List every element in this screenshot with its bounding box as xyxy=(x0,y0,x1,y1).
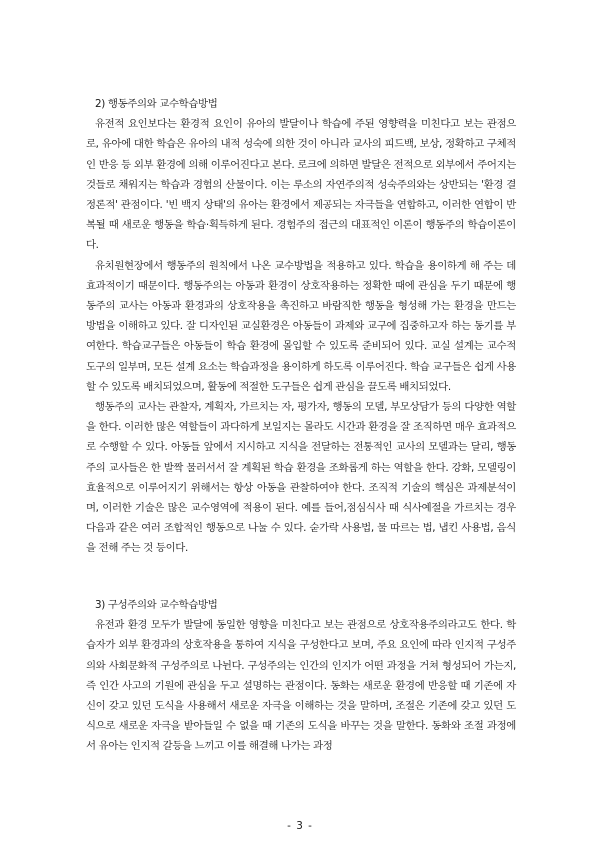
paragraph: 유전적 요인보다는 환경적 요인이 유아의 발달이나 학습에 주된 영향력을 미친다고 보는 관점으로, 유아에 대한 학습은 유아의 내적 성숙에 의한 것이 아니라 교사의 피드백, 보상, 정확하고 구체적인 반응 등 외부 환경에 의해 이루어진다고 본다. 로크에 의하면 발달은 전적으로 외부에서 주어지는 것들로 채워지는 학습과 경험의 산물이다. 이는 루소의 자연주의적 성숙주의와는 상반되는 '환경 결정론적' 관점이다. '빈 백지 상태'의 유아는 환경에서 제공되는 자극들을 연합하고, 이러한 연합이 반복될 때 새로운 행동을 학습·획득하게 된다. 경험주의 접근의 대표적인 이론이 행동주의 학습이론이다. xyxy=(86,118,516,252)
page-number: - 3 - xyxy=(287,820,313,832)
paragraph: 유치원현장에서 행동주의 원칙에서 나온 교수방법을 적용하고 있다. 학습을 용이하게 해 주는 데 효과적이기 때문이다. 행동주의는 아동과 환경이 상호작용하는 정확한 때에 관심을 두기 때문에 행동주의 교사는 아동과 환경과의 상호작용을 촉진하고 바람직한 행동을 형성해 가는 환경을 만드는 방법을 이해하고 있다. 잘 디자인된 교실환경은 아동들이 과제와 교구에 집중하고자 하는 동기를 부여한다. 학습교구들은 아동들이 학습 환경에 몰입할 수 있도록 준비되어 있다. 교실 설계는 교수적 도구의 일부며, 모든 설계 요소는 학습과정을 용이하게 하도록 이루어진다. 학습 교구들은 쉽게 사용할 수 있도록 배치되었으며, 활동에 적절한 도구들은 쉽게 관심을 끌도록 배치되었다. xyxy=(86,259,516,393)
paragraph: 행동주의 교사는 관찰자, 계획자, 가르치는 자, 평가자, 행동의 모델, 부모상담가 등의 다양한 역할을 한다. 이러한 많은 역할들이 과다하게 보일지는 몰라도 시간과 환경을 잘 조직하면 매우 효과적으로 수행할 수 있다. 아동들 앞에서 지시하고 지식을 전달하는 전통적인 교사의 모델과는 달리, 행동주의 교사들은 한 발짝 물러서서 잘 계획된 학습 환경을 조화롭게 하는 역할을 한다. 강화, 모델링이 효율적으로 이루어지기 위해서는 항상 아동을 관찰하여야 한다. 조직적 기술의 핵심은 과제분석이며, 이러한 기술은 많은 교수영역에 적용이 된다. 예를 들어,점심식사 때 식사예절을 가르치는 경우 다음과 같은 여러 조합적인 행동으로 나눌 수 있다. 숟가락 사용법, 물 따르는 법, 냅킨 사용법, 음식을 전해 주는 것 등이다. xyxy=(86,401,516,555)
section-heading: 3) 구성주의와 교수학습방법 xyxy=(95,599,218,611)
section-behaviorism xyxy=(86,94,516,559)
paragraph: 유전과 환경 모두가 발달에 동일한 영향을 미친다고 보는 관점으로 상호작용주의라고도 한다. 학습자가 외부 환경과의 상호작용을 통하여 지식을 구성한다고 보며, 주요 요인에 따라 인지적 구성주의와 사회문화적 구성주의로 나뉜다. 구성주의는 인간의 인지가 어떤 과정을 거쳐 형성되어 가는지, 즉 인간 사고의 기원에 관심을 두고 설명하는 관점이다. 동화는 새로운 환경에 반응할 때 기존에 자신이 갖고 있던 도식을 사용해서 새로운 자극을 이해하는 것을 말하며, 조절은 기존에 갖고 있던 도식으로 새로운 자극을 받아들일 수 없을 때 기존의 도식을 바꾸는 것을 말한다. 동화와 조절 과정에서 유아는 인지적 갈등을 느끼고 이를 해결해 나가는 과정 xyxy=(86,619,516,753)
section-heading: 2) 행동주의와 교수학습방법 xyxy=(95,98,218,110)
section-constructivism xyxy=(86,595,516,757)
